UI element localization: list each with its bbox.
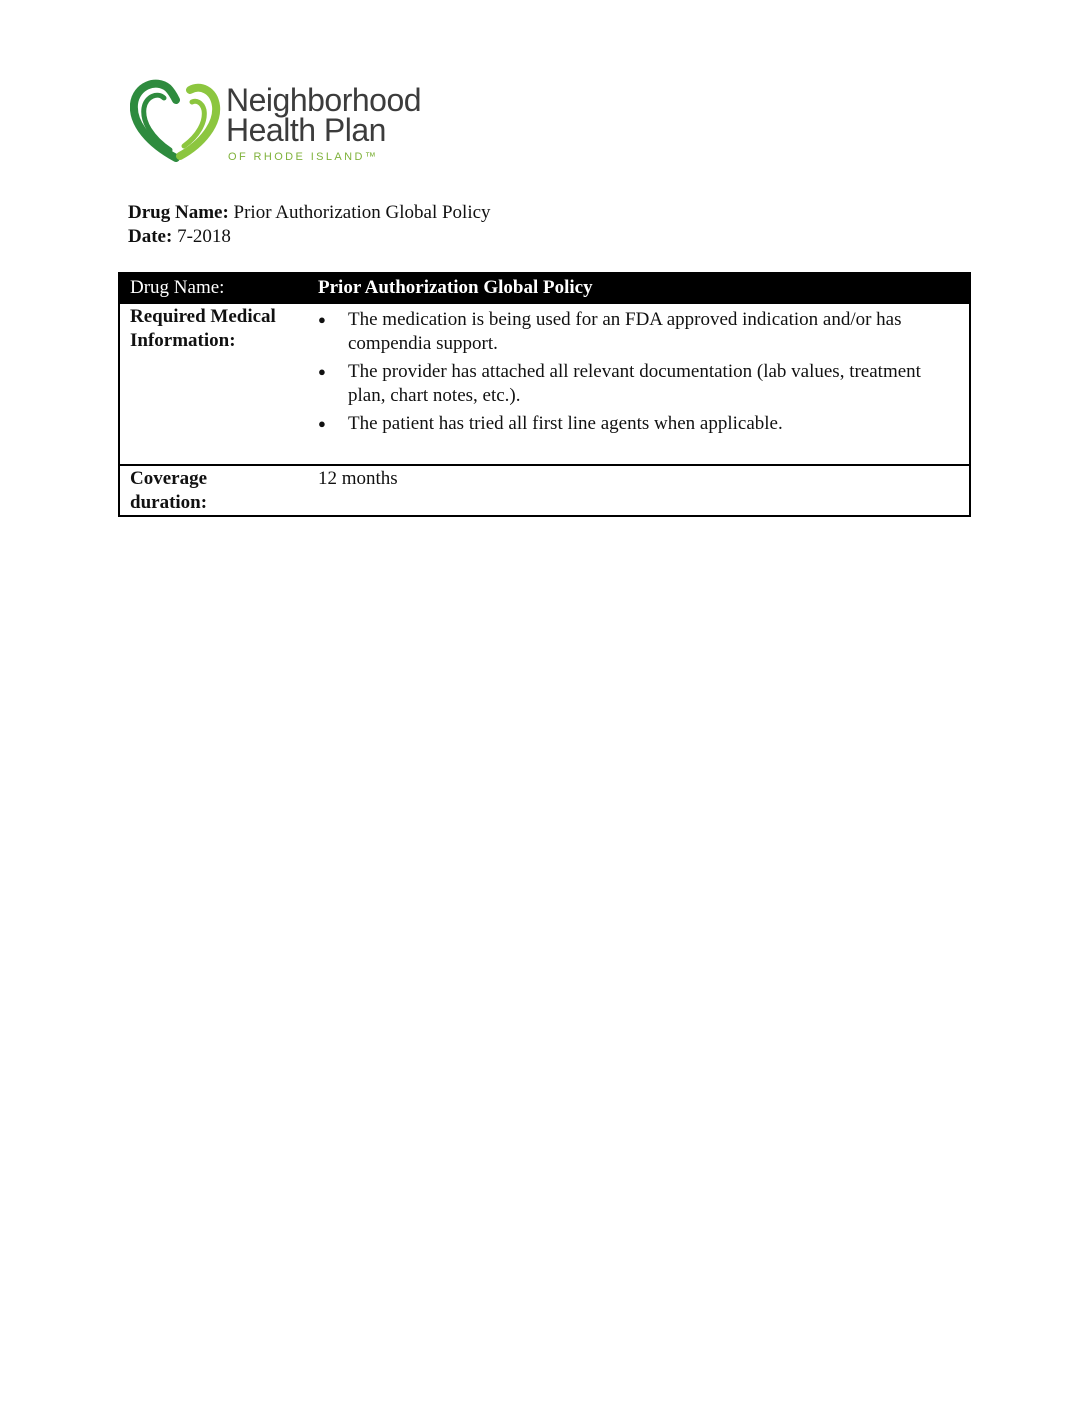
heart-logo-icon bbox=[130, 78, 222, 164]
date-value: 7-2018 bbox=[172, 226, 231, 247]
drug-name-label: Drug Name: bbox=[128, 202, 229, 223]
drug-name-line bbox=[128, 201, 491, 225]
header-drug-name-label: Drug Name: bbox=[119, 273, 290, 303]
logo-text-of-rhode-island: OF RHODE ISLAND™ bbox=[228, 151, 379, 163]
coverage-value: 12 months bbox=[318, 468, 398, 489]
header-drug-name-value: Prior Authorization Global Policy bbox=[290, 273, 970, 303]
required-info-list bbox=[290, 308, 955, 436]
list-item: ● The patient has tried all first line agents when applicable. bbox=[348, 412, 955, 436]
logo-text-health-plan: Health Plan bbox=[226, 112, 386, 148]
coverage-value-cell bbox=[290, 465, 970, 516]
logo-text-neighborhood: Neighborhood bbox=[226, 82, 422, 118]
required-info-row bbox=[119, 303, 970, 465]
date-label: Date: bbox=[128, 226, 173, 247]
document-meta bbox=[128, 201, 491, 249]
coverage-label-cell bbox=[119, 465, 290, 516]
coverage-label: Coverage duration: bbox=[130, 468, 208, 513]
required-info-label: Required Medical Information: bbox=[130, 306, 276, 351]
list-item: ● The provider has attached all relevant documentation (lab values, treatment plan, chart notes, etc.). bbox=[348, 360, 955, 408]
policy-table bbox=[118, 272, 971, 517]
list-item: ● The medication is being used for an FDA approved indication and/or has compendia support. bbox=[348, 308, 955, 356]
nhpri-logo bbox=[130, 78, 440, 168]
table-header-row bbox=[119, 273, 970, 303]
coverage-row bbox=[119, 465, 970, 516]
required-info-label-cell bbox=[119, 303, 290, 465]
drug-name-value: Prior Authorization Global Policy bbox=[228, 202, 491, 223]
required-info-content-cell bbox=[290, 303, 970, 465]
date-line bbox=[128, 225, 491, 249]
